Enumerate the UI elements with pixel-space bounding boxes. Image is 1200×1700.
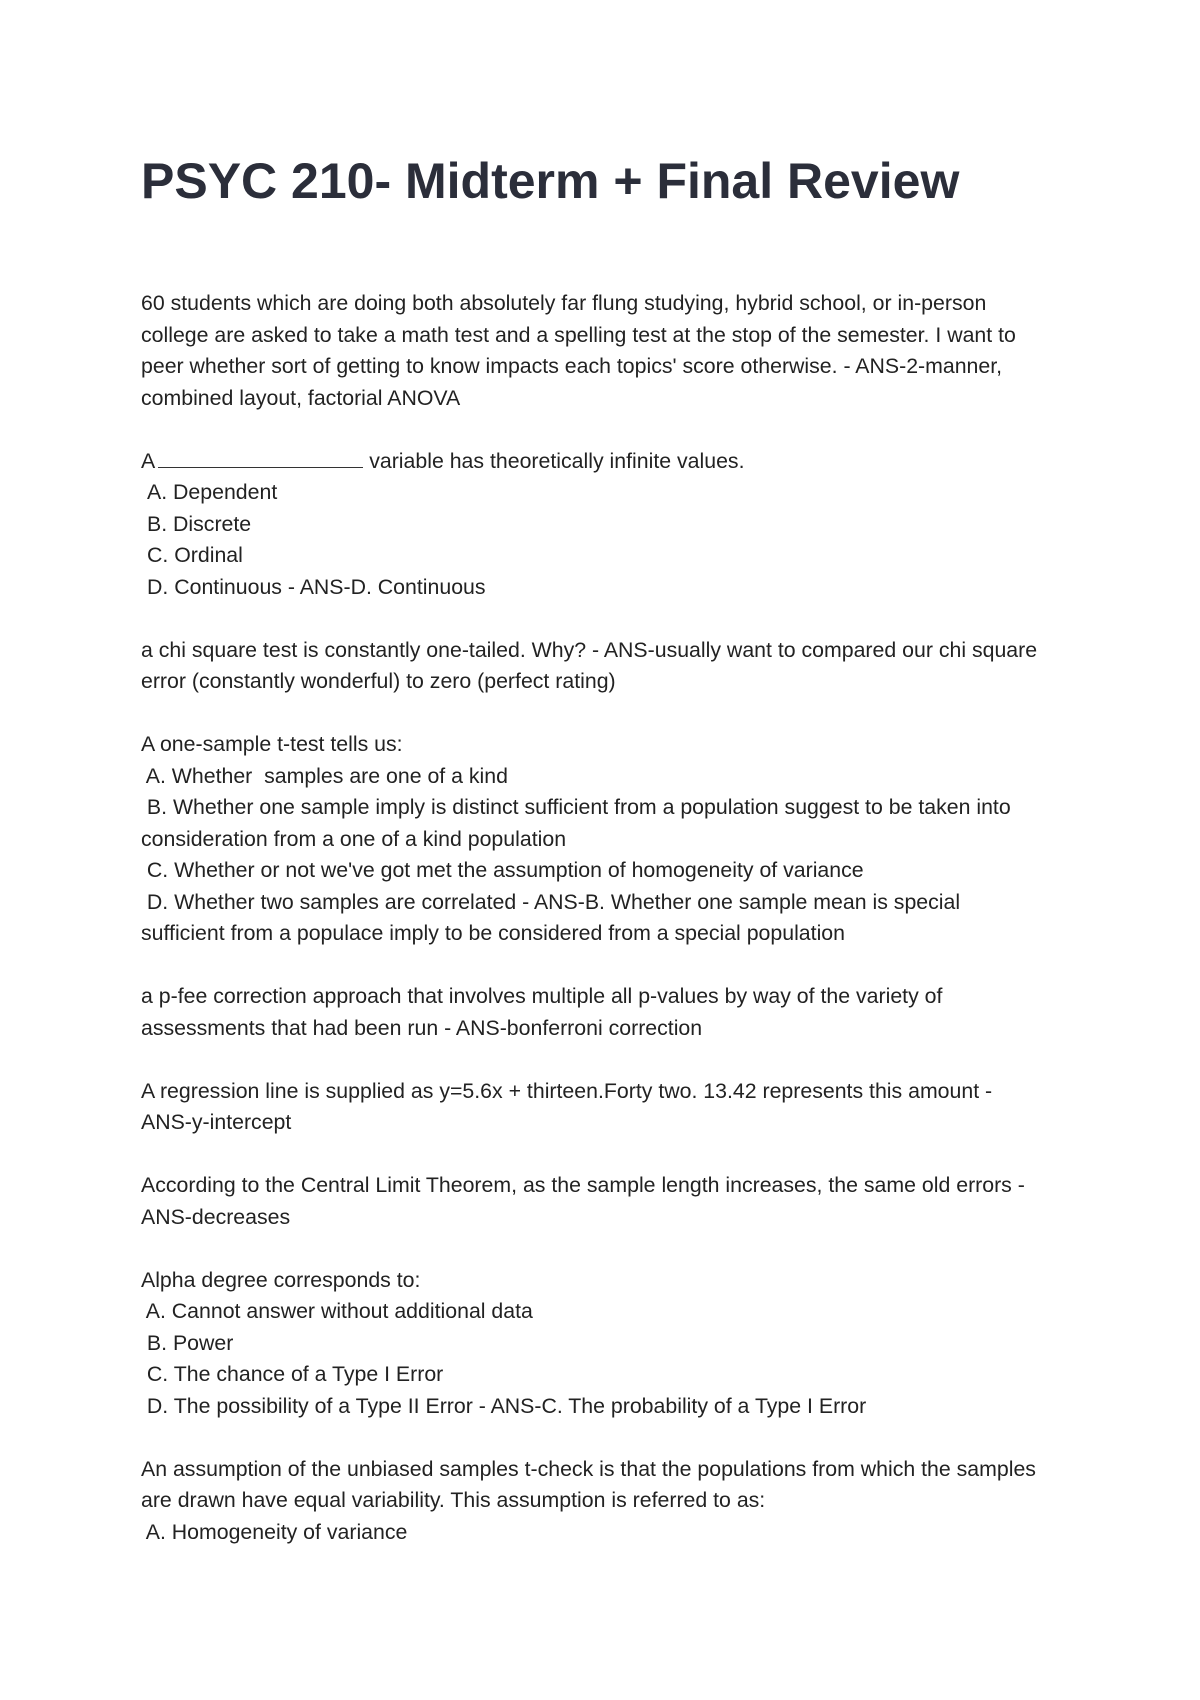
text-line: peer whether sort of getting to know impacts each topics' score otherwise. - ANS-2-manner, bbox=[141, 354, 1003, 378]
text-line: are drawn have equal variability. This assumption is referred to as: bbox=[141, 1488, 766, 1512]
text-line: According to the Central Limit Theorem, as the sample length increases, the same old errors - bbox=[141, 1173, 1025, 1197]
text-line: error (constantly wonderful) to zero (perfect rating) bbox=[141, 669, 616, 693]
question-block-3 bbox=[141, 635, 1071, 698]
text-line: An assumption of the unbiased samples t-check is that the populations from which the samples bbox=[141, 1456, 1036, 1481]
text-line: B. Whether one sample imply is distinct sufficient from a population suggest to be taken into bbox=[141, 795, 1011, 819]
document-title: PSYC 210- Midterm + Final Review bbox=[141, 153, 960, 209]
text-line: A. Whether samples are one of a kind bbox=[141, 763, 508, 788]
question-block-8 bbox=[141, 1265, 1071, 1423]
stem-suffix: variable has theoretically infinite values. bbox=[369, 448, 745, 473]
answer-option: C. Ordinal bbox=[147, 543, 243, 567]
document-body bbox=[141, 288, 1071, 1580]
text-line: A one-sample t-test tells us: bbox=[141, 732, 403, 756]
question-block-4 bbox=[141, 729, 1071, 950]
question-block-5 bbox=[141, 981, 1071, 1044]
question-block-7 bbox=[141, 1170, 1071, 1233]
text-line: a chi square test is constantly one-tailed. Why? - ANS-usually want to compared our chi square bbox=[141, 637, 1038, 662]
text-line: assessments that had been run - ANS-bonferroni correction bbox=[141, 1015, 703, 1040]
text-line: C. Whether or not we've got met the assumption of homogeneity of variance bbox=[141, 858, 864, 882]
text-line: ANS-y-intercept bbox=[141, 1110, 292, 1134]
text-line: a p-fee correction approach that involves multiple all p-values by way of the variety of bbox=[141, 984, 943, 1008]
text-line: combined layout, factorial ANOVA bbox=[141, 385, 461, 410]
question-block-9 bbox=[141, 1454, 1071, 1549]
question-block-6 bbox=[141, 1076, 1071, 1139]
text-line: A regression line is supplied as y=5.6x + thirteen.Forty two. 13.42 represents this amount - bbox=[141, 1078, 993, 1103]
text-line: sufficient from a populace imply to be considered from a special population bbox=[141, 921, 845, 945]
question-block-1 bbox=[141, 288, 1071, 414]
stem-prefix: A bbox=[141, 448, 156, 473]
answer-option: D. Continuous - ANS-D. Continuous bbox=[147, 574, 486, 599]
text-line: college are asked to take a math test and a spelling test at the stop of the semester. I want to bbox=[141, 322, 1016, 347]
text-line: ANS-decreases bbox=[141, 1204, 291, 1229]
text-line: 60 students which are doing both absolutely far flung studying, hybrid school, or in-person bbox=[141, 291, 987, 315]
text-line: A. Cannot answer without additional data bbox=[141, 1299, 533, 1323]
answer-option: A. Dependent bbox=[147, 480, 278, 504]
text-line: C. The chance of a Type I Error bbox=[141, 1362, 444, 1386]
text-line: D. Whether two samples are correlated - ANS-B. Whether one sample mean is special bbox=[141, 889, 961, 914]
fill-in-blank bbox=[158, 449, 363, 468]
question-block-2 bbox=[141, 446, 1071, 604]
text-line: A. Homogeneity of variance bbox=[141, 1519, 408, 1544]
text-line: D. The possibility of a Type II Error - ANS-C. The probability of a Type I Error bbox=[141, 1393, 867, 1418]
text-line: B. Power bbox=[141, 1330, 234, 1355]
text-line: Alpha degree corresponds to: bbox=[141, 1267, 421, 1292]
answer-option: B. Discrete bbox=[147, 511, 252, 536]
question-stem bbox=[141, 446, 1071, 478]
text-line: consideration from a one of a kind population bbox=[141, 826, 567, 851]
